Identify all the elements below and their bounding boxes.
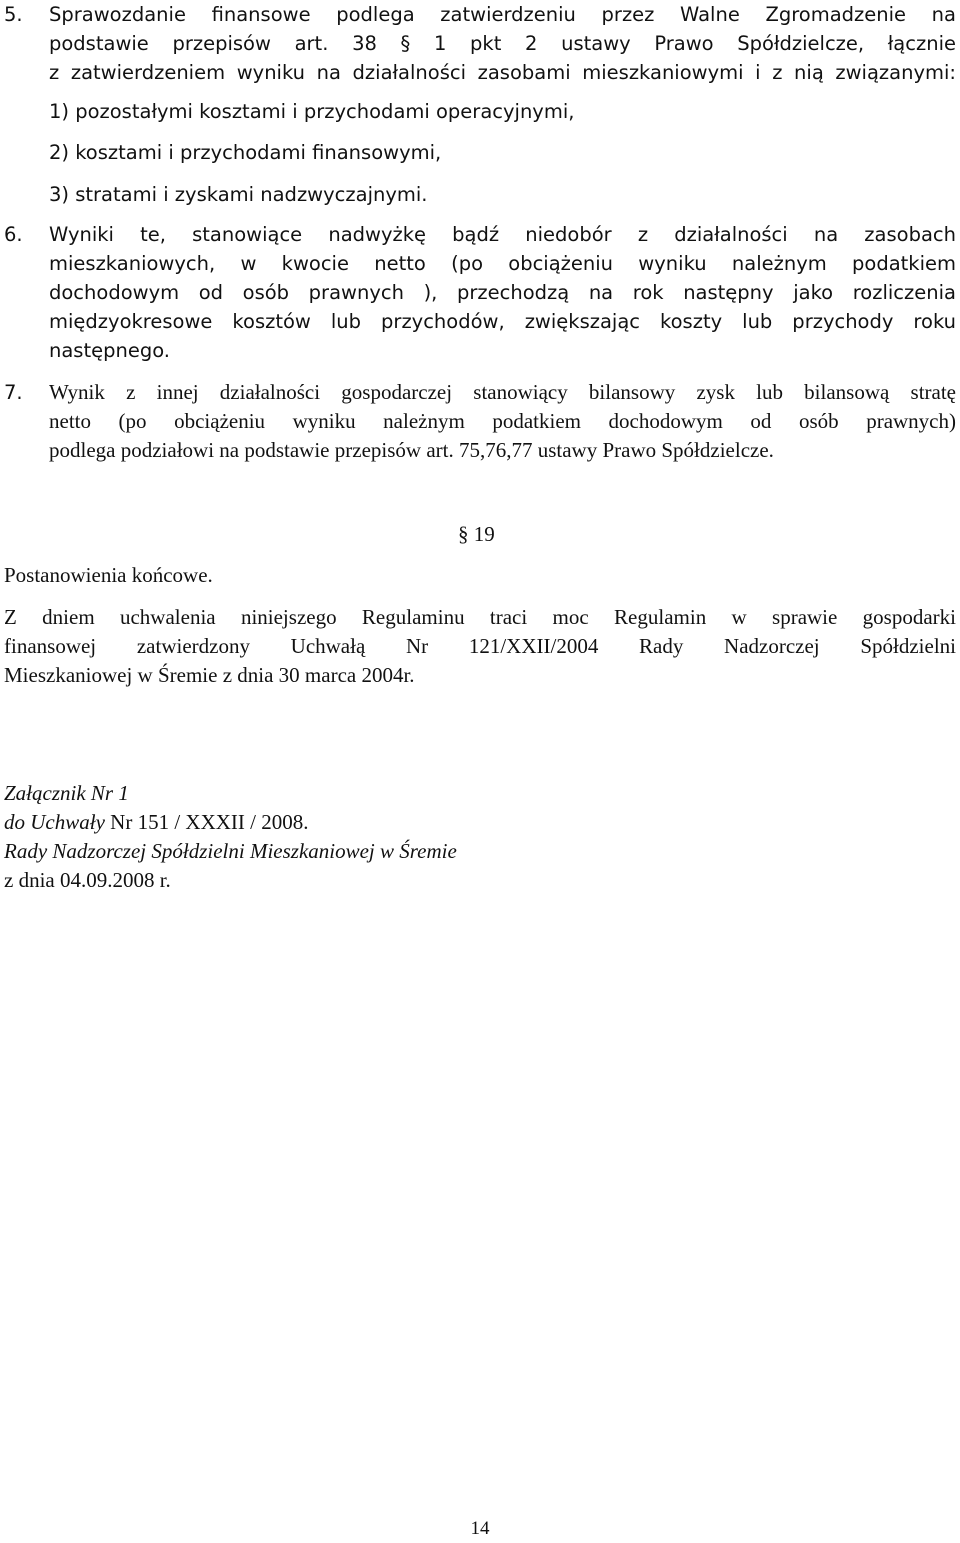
item-7-line-2: netto (po obciążeniu wyniku należnym podatkiem dochodowym od osób prawnych) [49,409,956,433]
annex-resolution-number: Nr 151 / XXXII / 2008. [104,810,309,834]
item-6-line-4: międzyokresowe kosztów lub przychodów, zwiększając koszty lub przychody roku [49,310,956,333]
item-6-line-2: mieszkaniowych, w kwocie netto (po obciążeniu wyniku należnym podatkiem [49,252,956,275]
item-6 [4,220,956,365]
section-line-3: Mieszkaniowej w Śremie z dnia 30 marca 2004r. [4,663,415,687]
sub-item-1: 1) pozostałymi kosztami i przychodami operacyjnymi, [49,100,575,123]
annex-block [4,779,457,895]
section-heading: Postanowienia końcowe. [4,563,213,587]
item-7-line-3: podlega podziałowi na podstawie przepisów art. 75,76,77 ustawy Prawo Spółdzielcze. [49,438,774,462]
section-mark: § 19 [458,522,495,546]
sub-list [49,97,574,209]
item-5-line-2: podstawie przepisów art. 38 § 1 pkt 2 ustawy Prawo Spółdzielcze, łącznie [49,32,956,55]
annex-resolution-label: do Uchwały [4,810,105,834]
item-7-text [49,378,956,465]
item-5-line-1: Sprawozdanie finansowe podlega zatwierdzeniu przez Walne Zgromadzenie na [49,3,956,26]
item-number: 5. [4,3,23,26]
sub-item-2: 2) kosztami i przychodami finansowymi, [49,141,442,164]
section-paragraph [4,603,956,690]
annex-council: Rady Nadzorczej Spółdzielni Mieszkaniowej w Śremie [4,839,457,863]
section-line-2: finansowej zatwierdzony Uchwałą Nr 121/XXII/2004 Rady Nadzorczej Spółdzielni [4,634,956,658]
item-6-line-3: dochodowym od osób prawnych ), przechodzą na rok następny jako rozliczenia [49,281,956,304]
annex-resolution [4,808,457,837]
item-5 [4,0,956,87]
page-number: 14 [470,1518,490,1539]
item-number: 6. [4,223,23,246]
item-7-line-1: Wynik z innej działalności gospodarczej stanowiący bilansowy zysk lub bilansową stratę [49,380,956,404]
annex-date: z dnia 04.09.2008 r. [4,868,171,892]
item-6-line-5: następnego. [49,339,171,362]
item-6-line-1: Wyniki te, stanowiące nadwyżkę bądź niedobór z działalności na zasobach [49,223,956,246]
annex-title: Załącznik Nr 1 [4,781,129,805]
item-5-line-3: z zatwierdzeniem wyniku na działalności zasobami mieszkaniowymi i z nią związanymi: [49,61,956,84]
sub-item-3: 3) stratami i zyskami nadzwyczajnymi. [49,183,428,206]
section-line-1: Z dniem uchwalenia niniejszego Regulaminu traci moc Regulamin w sprawie gospodarki [4,605,956,629]
item-number: 7. [4,381,23,404]
